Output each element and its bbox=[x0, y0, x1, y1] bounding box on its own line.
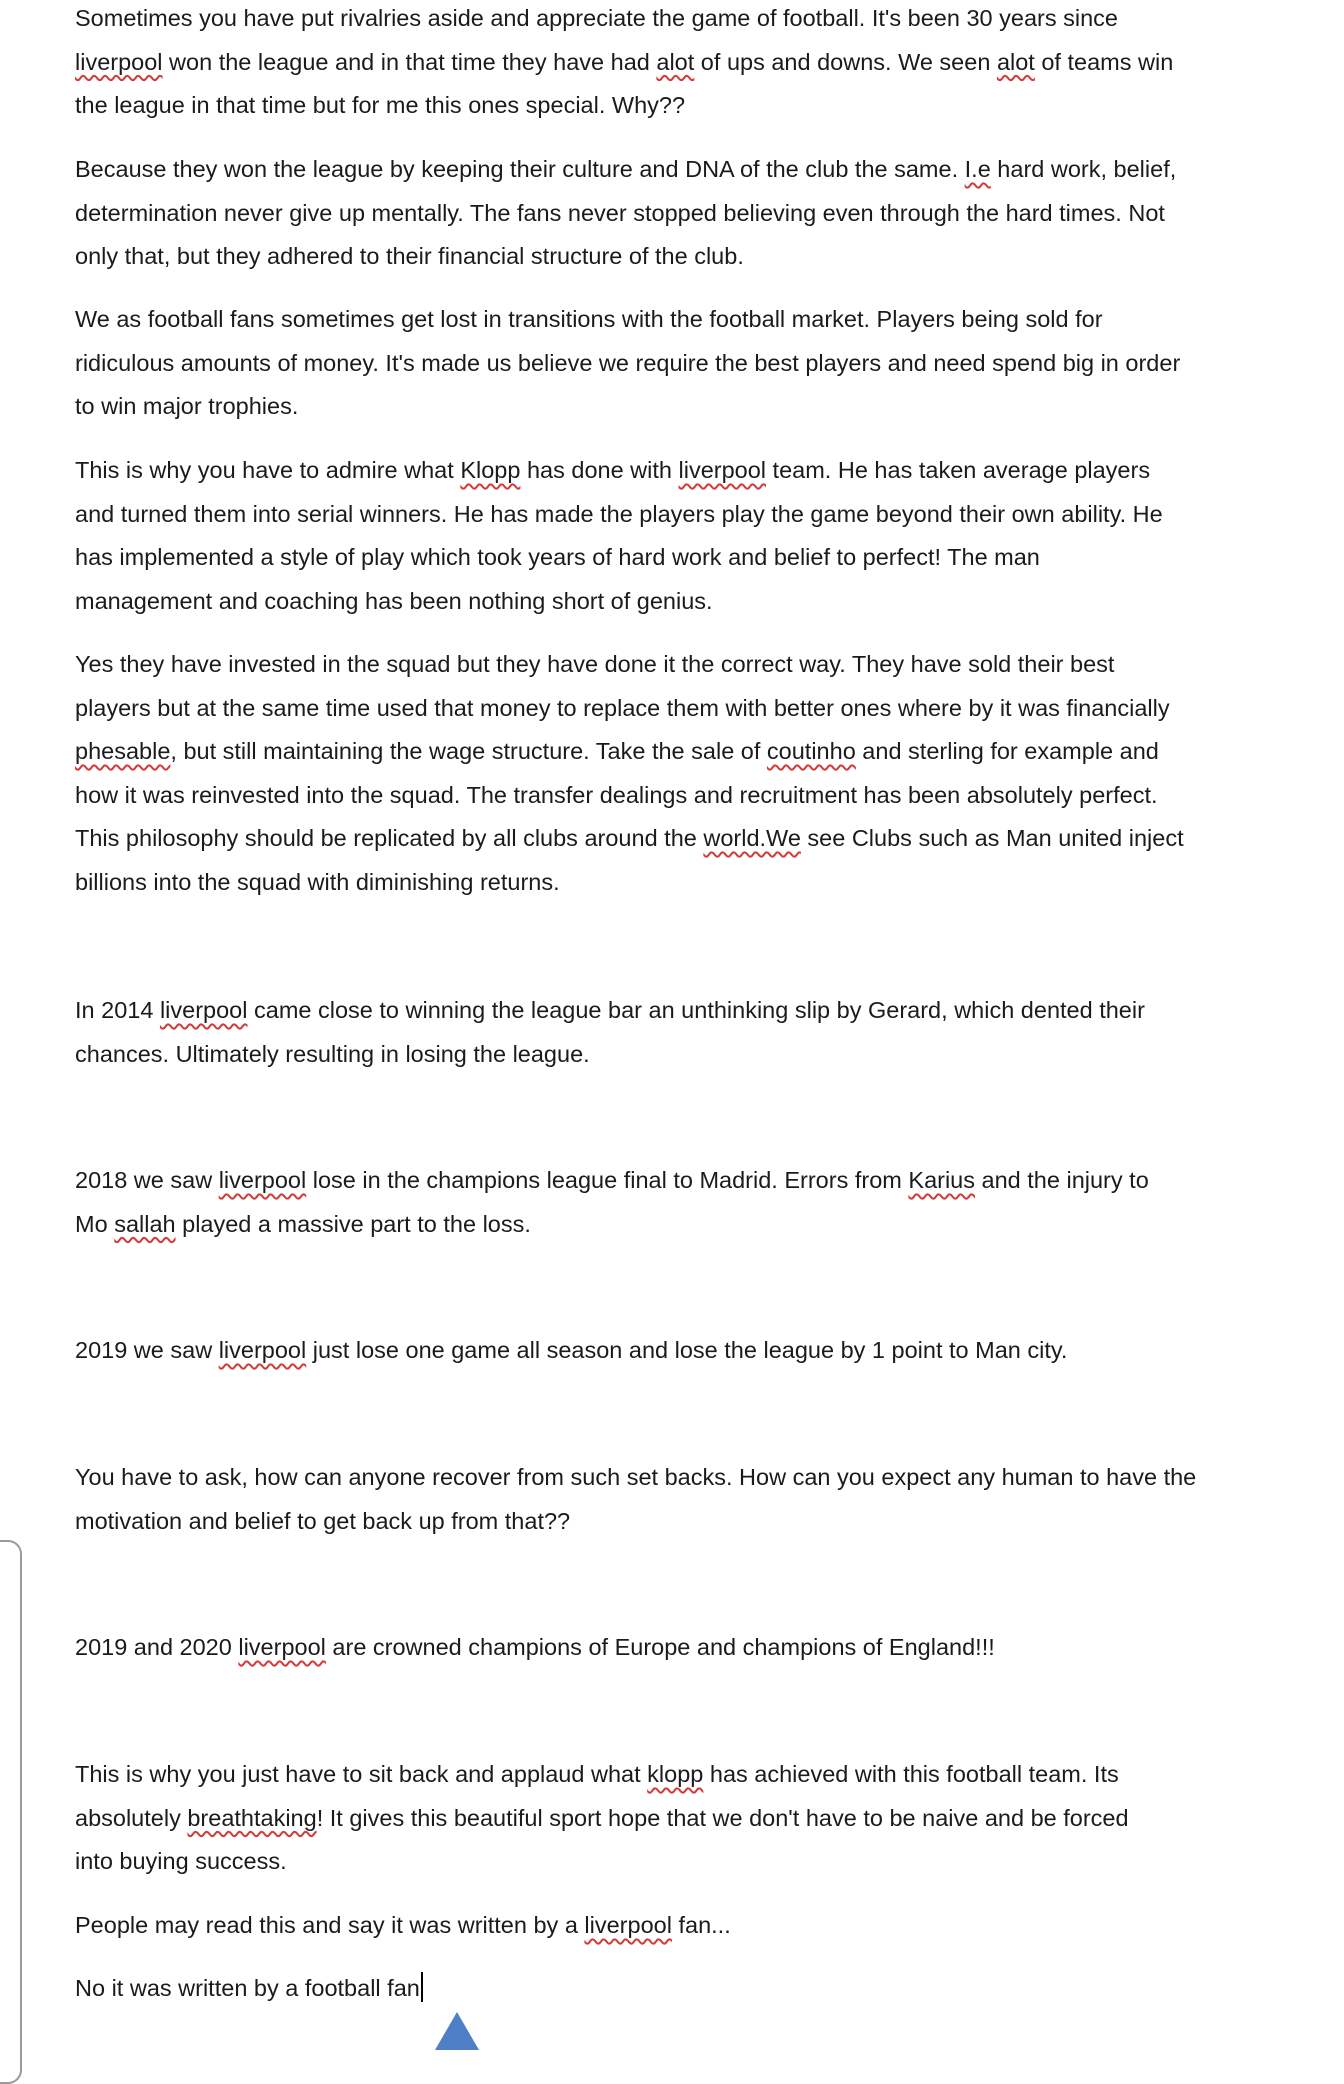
paragraph-8 bbox=[75, 1329, 1067, 1373]
text-line: management and coaching has been nothing short of genius. bbox=[75, 587, 713, 614]
text-run: People may read this and say it was written by a bbox=[75, 1912, 585, 1938]
misspelled-word[interactable]: alot bbox=[656, 48, 695, 75]
misspelled-word[interactable]: Klopp bbox=[460, 457, 521, 483]
misspelled-word[interactable]: liverpool bbox=[218, 1337, 307, 1363]
text-run: won the league and in that time they have had bbox=[162, 48, 657, 75]
text-run: Mo bbox=[75, 1210, 115, 1237]
text-run: In 2014 bbox=[75, 997, 160, 1023]
text-line: and turned them into serial winners. He has made the players play the game beyond their own ability. He bbox=[75, 500, 1163, 527]
text-cursor bbox=[421, 1972, 423, 2002]
paragraph-1 bbox=[75, 0, 1173, 128]
text-line: determination never give up mentally. The fans never stopped believing even through the hard times. Not bbox=[75, 199, 1165, 226]
misspelled-word[interactable]: klopp bbox=[647, 1761, 704, 1787]
text-line: ridiculous amounts of money. It's made us believe we require the best players and need spend big in order bbox=[75, 349, 1181, 376]
paragraph-2 bbox=[75, 148, 1176, 279]
misspelled-word[interactable]: liverpool bbox=[75, 48, 163, 75]
misspelled-word[interactable]: Karius bbox=[908, 1167, 976, 1193]
text-line: Sometimes you have put rivalries aside and appreciate the game of football. It's been 30 years since bbox=[75, 5, 1118, 31]
misspelled-word[interactable]: liverpool bbox=[238, 1634, 326, 1660]
text-line: motivation and belief to get back up from that?? bbox=[75, 1507, 571, 1534]
text-run: and the injury to bbox=[975, 1167, 1149, 1193]
text-run: This is why you have to admire what bbox=[75, 457, 461, 483]
misspelled-word[interactable]: sallah bbox=[114, 1210, 176, 1237]
text-line: to win major trophies. bbox=[75, 393, 299, 419]
misspelled-word[interactable]: coutinho bbox=[766, 738, 856, 764]
text-line: only that, but they adhered to their financial structure of the club. bbox=[75, 243, 744, 269]
text-run: just lose one game all season and lose the league by 1 point to Man city. bbox=[306, 1337, 1068, 1363]
paragraph-6 bbox=[75, 989, 1145, 1076]
text-run: Because they won the league by keeping their culture and DNA of the club the same. bbox=[75, 156, 965, 182]
text-run: ! It gives this beautiful sport hope that we don't have to be naive and be forced bbox=[316, 1804, 1129, 1831]
text-run: absolutely bbox=[75, 1804, 188, 1831]
text-line: We as football fans sometimes get lost in transitions with the football market. Players being sold for bbox=[75, 306, 1103, 332]
text-line: You have to ask, how can anyone recover from such set backs. How can you expect any human to have the bbox=[75, 1464, 1197, 1490]
text-line: billions into the squad with diminishing returns. bbox=[75, 868, 560, 895]
paragraph-11 bbox=[75, 1753, 1129, 1884]
text-line: how it was reinvested into the squad. The transfer dealings and recruitment has been absolutely perfect. bbox=[75, 781, 1158, 808]
text-run: lose in the champions league final to Madrid. Errors from bbox=[306, 1167, 909, 1193]
text-run: are crowned champions of Europe and champions of England!!! bbox=[325, 1634, 995, 1660]
text-line: has implemented a style of play which took years of hard work and belief to perfect! The man bbox=[75, 544, 1040, 570]
text-line: chances. Ultimately resulting in losing the league. bbox=[75, 1040, 590, 1067]
text-run: of teams win bbox=[1034, 48, 1174, 75]
paragraph-3 bbox=[75, 298, 1180, 429]
paragraph-4 bbox=[75, 449, 1163, 623]
misspelled-word[interactable]: liverpool bbox=[159, 997, 248, 1023]
misspelled-word[interactable]: liverpool bbox=[218, 1167, 307, 1193]
text-run: came close to winning the league bar an unthinking slip by Gerard, which dented their bbox=[247, 997, 1145, 1023]
text-run: 2019 and 2020 bbox=[75, 1634, 239, 1660]
text-line: No it was written by a football fan bbox=[75, 1975, 420, 2001]
paragraph-9 bbox=[75, 1456, 1196, 1543]
text-run: played a massive part to the loss. bbox=[175, 1210, 531, 1237]
text-run: , but still maintaining the wage structure. Take the sale of bbox=[170, 738, 767, 764]
misspelled-word[interactable]: world.We bbox=[703, 825, 801, 851]
misspelled-word[interactable]: phesable bbox=[75, 738, 171, 764]
paragraph-5 bbox=[75, 643, 1184, 904]
text-run: of ups and downs. We seen bbox=[694, 48, 997, 75]
text-run: see Clubs such as Man united inject bbox=[800, 825, 1184, 851]
misspelled-word[interactable]: I.e bbox=[964, 156, 991, 182]
misspelled-word[interactable]: liverpool bbox=[584, 1912, 672, 1938]
text-run: hard work, belief, bbox=[990, 156, 1177, 182]
text-run: team. He has taken average players bbox=[766, 457, 1151, 483]
text-run: and sterling for example and bbox=[855, 738, 1159, 764]
paragraph-10 bbox=[75, 1626, 995, 1670]
selection-handle-bracket[interactable] bbox=[0, 1540, 22, 2084]
text-run: This philosophy should be replicated by all clubs around the bbox=[75, 825, 704, 851]
text-line: players but at the same time used that money to replace them with better ones where by it was financially bbox=[75, 694, 1170, 721]
misspelled-word[interactable]: alot bbox=[996, 48, 1035, 75]
text-run: has done with bbox=[520, 457, 679, 483]
cursor-drag-handle-icon[interactable] bbox=[435, 2012, 479, 2050]
text-run: fan... bbox=[671, 1912, 731, 1938]
text-run: 2019 we saw bbox=[75, 1337, 219, 1363]
paragraph-13 bbox=[75, 1967, 423, 2011]
text-line: the league in that time but for me this ones special. Why?? bbox=[75, 92, 686, 118]
text-run: This is why you just have to sit back and applaud what bbox=[75, 1761, 648, 1787]
paragraph-12 bbox=[75, 1904, 731, 1948]
misspelled-word[interactable]: breathtaking bbox=[187, 1804, 317, 1831]
text-run: has achieved with this football team. Its bbox=[703, 1761, 1119, 1787]
paragraph-7 bbox=[75, 1159, 1149, 1246]
text-run: 2018 we saw bbox=[75, 1167, 219, 1193]
text-line: Yes they have invested in the squad but they have done it the correct way. They have sold their best bbox=[75, 651, 1115, 677]
text-line: into buying success. bbox=[75, 1848, 287, 1874]
misspelled-word[interactable]: liverpool bbox=[678, 457, 767, 483]
